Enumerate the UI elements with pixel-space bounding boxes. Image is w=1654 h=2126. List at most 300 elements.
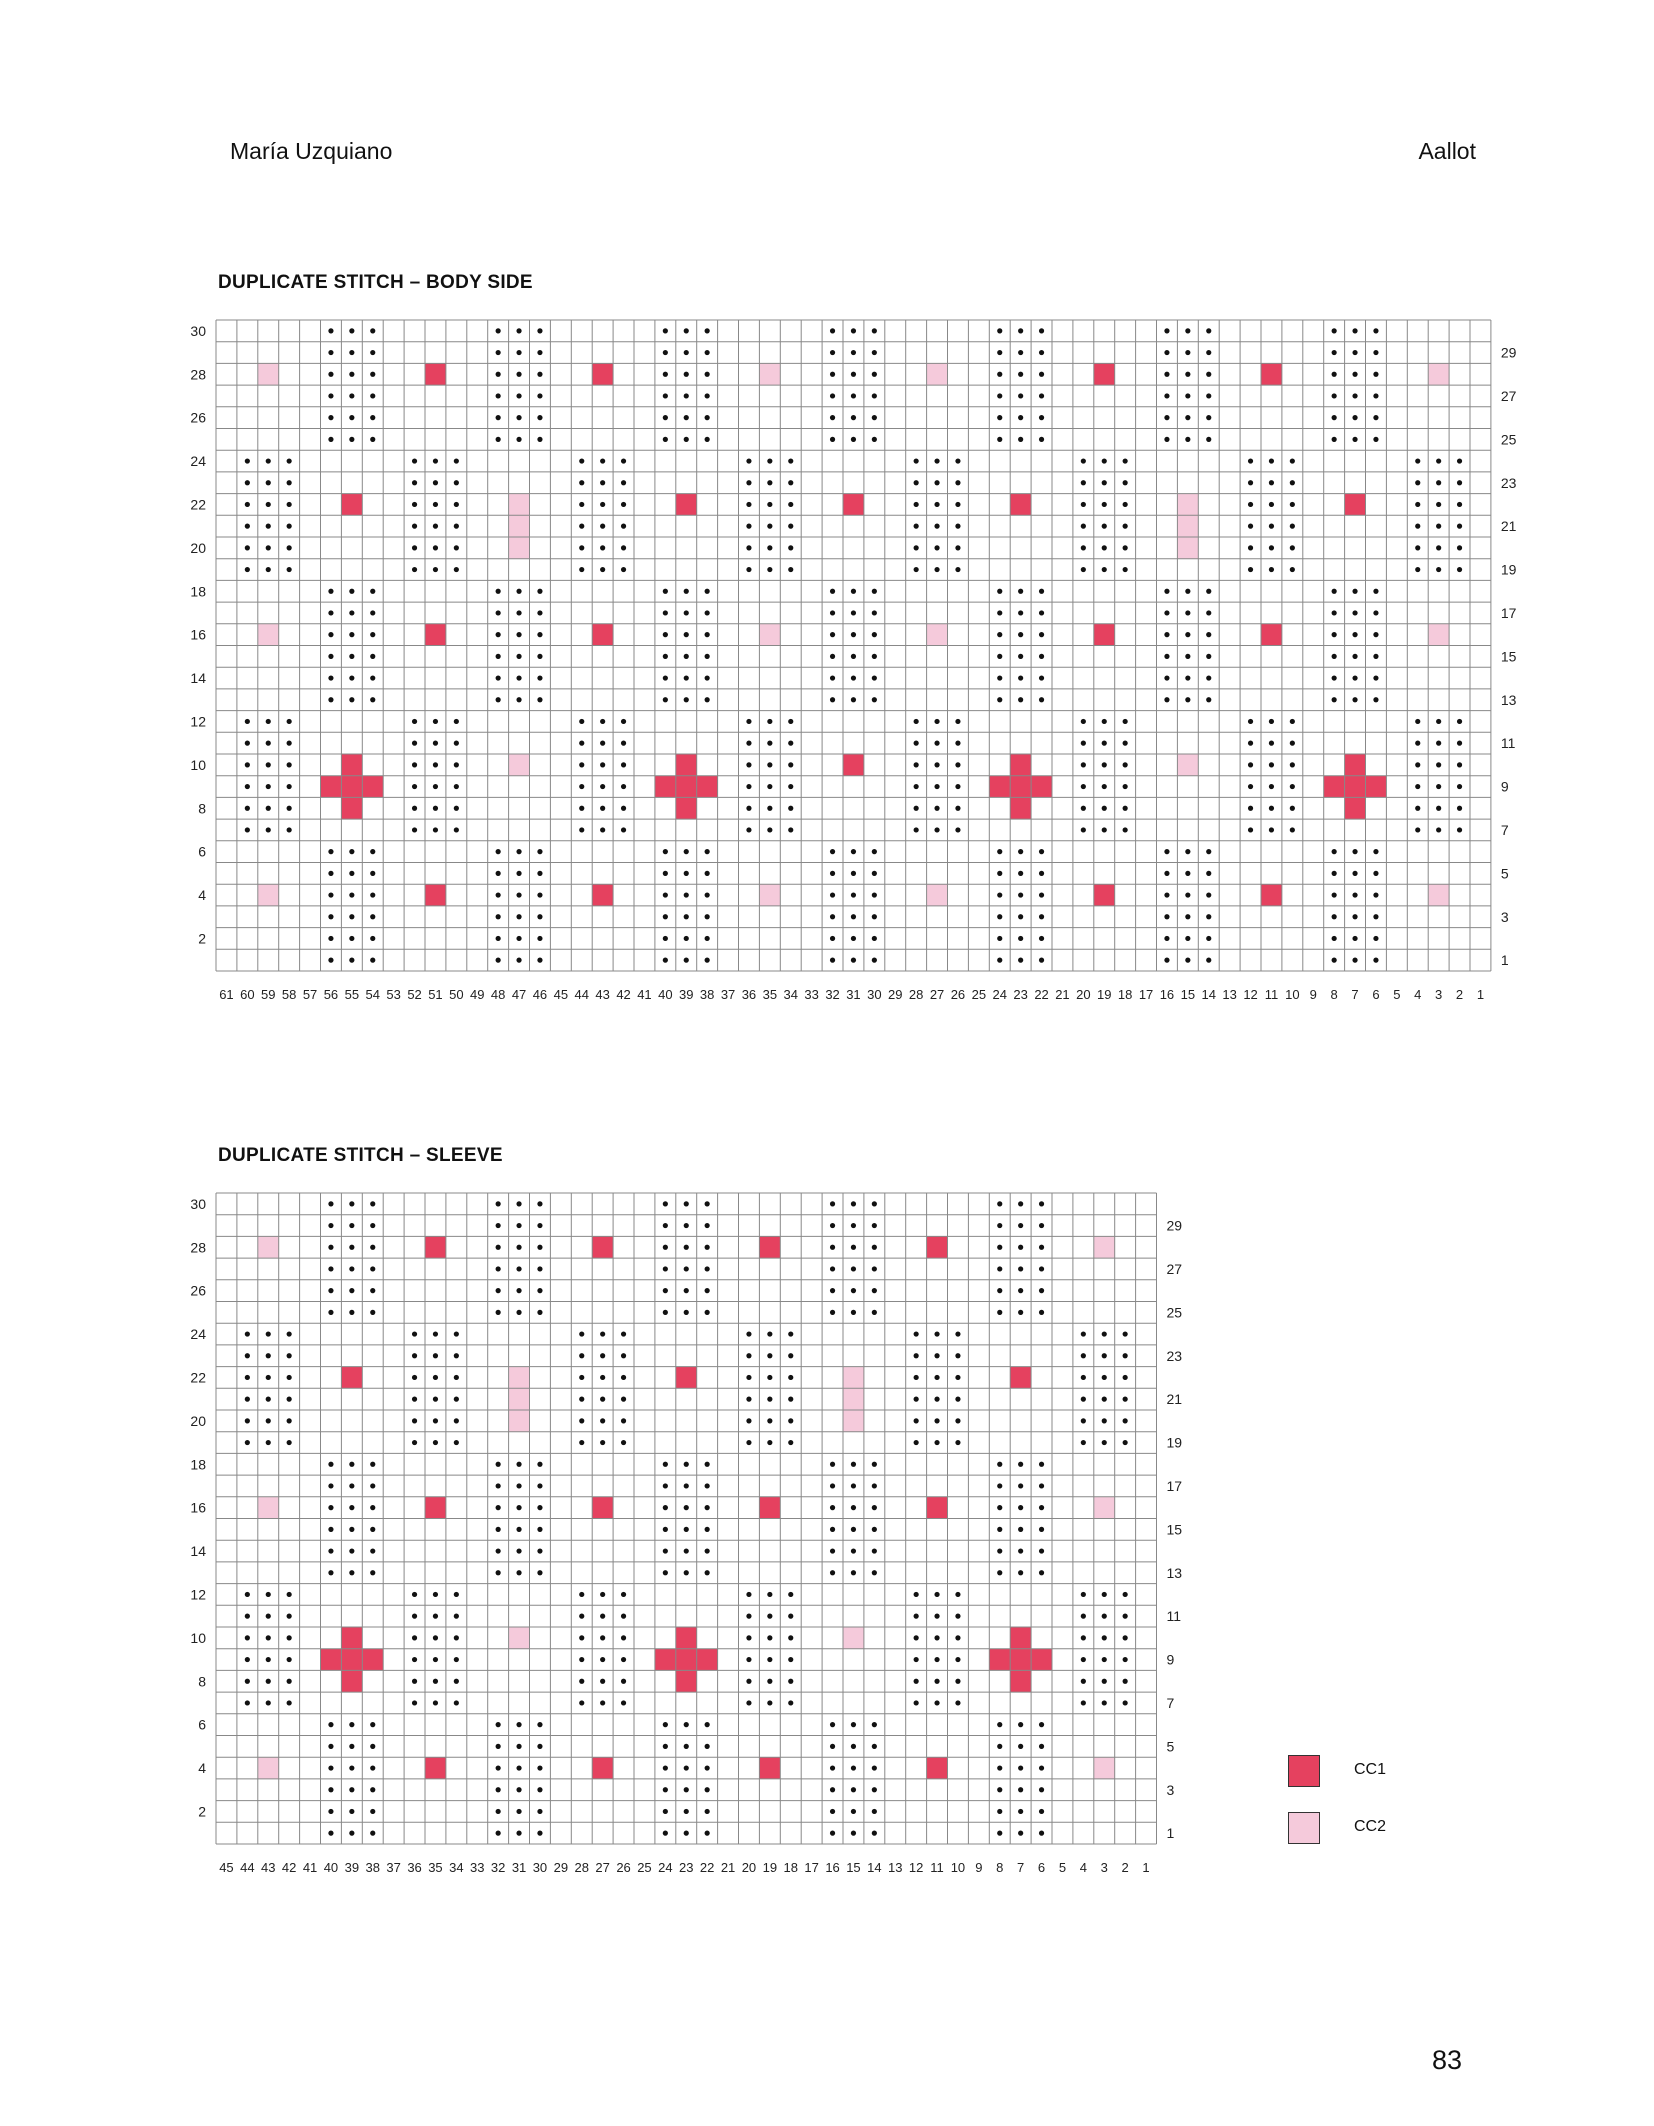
body-purl-dot	[851, 914, 856, 919]
sleeve-purl-dot	[914, 1700, 919, 1705]
sleeve-purl-dot	[1018, 1462, 1023, 1467]
sleeve-purl-dot	[600, 1440, 605, 1445]
cc1-swatch	[1288, 1755, 1320, 1787]
body-purl-dot	[788, 762, 793, 767]
body-cc1-cell	[1345, 797, 1366, 819]
body-purl-dot	[1164, 892, 1169, 897]
body-purl-dot	[454, 762, 459, 767]
body-row-label: 17	[1500, 604, 1517, 621]
sleeve-purl-dot	[830, 1809, 835, 1814]
sleeve-purl-dot	[1081, 1679, 1086, 1684]
sleeve-purl-dot	[287, 1635, 292, 1640]
body-purl-dot	[1018, 415, 1023, 420]
body-purl-dot	[746, 545, 751, 550]
sleeve-purl-dot	[997, 1245, 1002, 1250]
body-purl-dot	[370, 849, 375, 854]
body-purl-dot	[600, 502, 605, 507]
body-purl-dot	[349, 372, 354, 377]
body-purl-dot	[1332, 393, 1337, 398]
body-purl-dot	[1248, 545, 1253, 550]
sleeve-purl-dot	[830, 1548, 835, 1553]
body-purl-dot	[830, 914, 835, 919]
body-purl-dot	[1352, 372, 1357, 377]
sleeve-row-label: 9	[1166, 1651, 1175, 1668]
sleeve-purl-dot	[516, 1809, 521, 1814]
sleeve-purl-dot	[579, 1353, 584, 1358]
body-purl-dot	[1164, 871, 1169, 876]
body-purl-dot	[934, 741, 939, 746]
body-purl-dot	[349, 632, 354, 637]
body-purl-dot	[705, 958, 710, 963]
body-purl-dot	[1206, 328, 1211, 333]
body-column-label: 44	[574, 987, 589, 1002]
body-purl-dot	[663, 589, 668, 594]
body-purl-dot	[1415, 784, 1420, 789]
cc1-label: CC1	[1354, 1761, 1387, 1778]
sleeve-purl-dot	[872, 1570, 877, 1575]
sleeve-purl-dot	[1039, 1744, 1044, 1749]
body-purl-dot	[1373, 892, 1378, 897]
sleeve-purl-dot	[1039, 1831, 1044, 1836]
body-purl-dot	[1332, 350, 1337, 355]
body-purl-dot	[934, 458, 939, 463]
sleeve-purl-dot	[872, 1201, 877, 1206]
sleeve-purl-dot	[287, 1440, 292, 1445]
sleeve-purl-dot	[746, 1657, 751, 1662]
body-purl-dot	[328, 654, 333, 659]
sleeve-purl-dot	[349, 1223, 354, 1228]
body-purl-dot	[997, 610, 1002, 615]
body-purl-dot	[1352, 697, 1357, 702]
body-purl-dot	[997, 892, 1002, 897]
body-purl-dot	[663, 849, 668, 854]
sleeve-column-label: 42	[281, 1860, 297, 1875]
body-purl-dot	[663, 654, 668, 659]
body-purl-dot	[433, 480, 438, 485]
body-purl-dot	[767, 719, 772, 724]
body-cc2-cell	[927, 884, 948, 906]
body-purl-dot	[454, 480, 459, 485]
sleeve-cc1-cell	[341, 1670, 362, 1692]
body-purl-dot	[454, 719, 459, 724]
sleeve-row-label: 6	[198, 1716, 206, 1733]
body-purl-dot	[1352, 437, 1357, 442]
body-purl-dot	[1269, 784, 1274, 789]
sleeve-purl-dot	[788, 1331, 793, 1336]
body-purl-dot	[1185, 350, 1190, 355]
sleeve-purl-dot	[433, 1418, 438, 1423]
body-column-label: 38	[699, 987, 715, 1002]
sleeve-purl-dot	[516, 1505, 521, 1510]
sleeve-purl-dot	[1018, 1223, 1023, 1228]
body-purl-dot	[1269, 741, 1274, 746]
sleeve-purl-dot	[370, 1744, 375, 1749]
body-purl-dot	[705, 936, 710, 941]
body-cc2-cell	[509, 754, 530, 776]
body-purl-dot	[537, 958, 542, 963]
body-purl-dot	[997, 372, 1002, 377]
body-purl-dot	[1164, 632, 1169, 637]
body-purl-dot	[287, 458, 292, 463]
body-purl-dot	[851, 871, 856, 876]
body-purl-dot	[537, 914, 542, 919]
sleeve-purl-dot	[663, 1245, 668, 1250]
body-cc1-cell	[676, 797, 697, 819]
sleeve-purl-dot	[767, 1353, 772, 1358]
sleeve-purl-dot	[1123, 1592, 1128, 1597]
body-cc1-cell	[989, 776, 1010, 798]
sleeve-purl-dot	[934, 1440, 939, 1445]
body-column-label: 10	[1285, 987, 1300, 1002]
body-purl-dot	[684, 936, 689, 941]
sleeve-purl-dot	[1102, 1375, 1107, 1380]
body-purl-dot	[997, 632, 1002, 637]
body-purl-dot	[328, 958, 333, 963]
body-purl-dot	[851, 936, 856, 941]
body-row-label: 9	[1500, 778, 1509, 795]
body-purl-dot	[1332, 675, 1337, 680]
sleeve-purl-dot	[600, 1331, 605, 1336]
body-purl-dot	[1332, 654, 1337, 659]
body-purl-dot	[1248, 458, 1253, 463]
body-purl-dot	[1373, 415, 1378, 420]
sleeve-purl-dot	[830, 1310, 835, 1315]
body-purl-dot	[328, 610, 333, 615]
body-purl-dot	[579, 741, 584, 746]
body-purl-dot	[914, 719, 919, 724]
body-purl-dot	[1290, 458, 1295, 463]
body-purl-dot	[663, 437, 668, 442]
body-purl-dot	[663, 697, 668, 702]
body-purl-dot	[621, 806, 626, 811]
sleeve-purl-dot	[370, 1570, 375, 1575]
sleeve-purl-dot	[537, 1570, 542, 1575]
body-purl-dot	[412, 762, 417, 767]
sleeve-purl-dot	[516, 1765, 521, 1770]
body-purl-dot	[1352, 892, 1357, 897]
sleeve-purl-dot	[705, 1266, 710, 1271]
sleeve-cc2-cell	[843, 1388, 864, 1410]
sleeve-purl-dot	[621, 1375, 626, 1380]
sleeve-purl-dot	[349, 1505, 354, 1510]
sleeve-purl-dot	[245, 1440, 250, 1445]
sleeve-column-label: 29	[553, 1860, 569, 1875]
sleeve-purl-dot	[412, 1440, 417, 1445]
body-cc1-cell	[697, 776, 718, 798]
body-row-label: 6	[198, 843, 206, 860]
sleeve-purl-dot	[328, 1266, 333, 1271]
body-purl-dot	[370, 675, 375, 680]
body-purl-dot	[496, 654, 501, 659]
sleeve-purl-dot	[245, 1700, 250, 1705]
sleeve-row-label: 17	[1166, 1477, 1183, 1494]
sleeve-cc1-cell	[1010, 1649, 1031, 1671]
sleeve-column-label: 44	[240, 1860, 255, 1875]
body-purl-dot	[433, 806, 438, 811]
body-column-label: 41	[637, 987, 652, 1002]
body-purl-dot	[997, 589, 1002, 594]
body-purl-dot	[1164, 415, 1169, 420]
body-purl-dot	[746, 784, 751, 789]
body-purl-dot	[328, 372, 333, 377]
body-purl-dot	[516, 892, 521, 897]
body-purl-dot	[705, 892, 710, 897]
body-purl-dot	[997, 697, 1002, 702]
sleeve-purl-dot	[705, 1765, 710, 1770]
sleeve-purl-dot	[454, 1375, 459, 1380]
sleeve-purl-dot	[997, 1744, 1002, 1749]
sleeve-cc2-cell	[509, 1410, 530, 1432]
body-column-label: 15	[1180, 987, 1196, 1002]
sleeve-purl-dot	[370, 1809, 375, 1814]
sleeve-purl-dot	[579, 1440, 584, 1445]
body-purl-dot	[705, 350, 710, 355]
sleeve-purl-dot	[1102, 1657, 1107, 1662]
sleeve-purl-dot	[705, 1570, 710, 1575]
sleeve-purl-dot	[328, 1744, 333, 1749]
body-purl-dot	[1332, 415, 1337, 420]
body-purl-dot	[370, 871, 375, 876]
body-purl-dot	[328, 415, 333, 420]
body-purl-dot	[537, 892, 542, 897]
sleeve-purl-dot	[851, 1744, 856, 1749]
body-purl-dot	[454, 827, 459, 832]
sleeve-purl-dot	[997, 1831, 1002, 1836]
body-purl-dot	[1332, 589, 1337, 594]
sleeve-purl-dot	[349, 1831, 354, 1836]
sleeve-purl-dot	[872, 1831, 877, 1836]
body-purl-dot	[1248, 762, 1253, 767]
sleeve-purl-dot	[684, 1809, 689, 1814]
sleeve-purl-dot	[1102, 1440, 1107, 1445]
body-purl-dot	[1018, 654, 1023, 659]
body-purl-dot	[914, 827, 919, 832]
sleeve-purl-dot	[914, 1375, 919, 1380]
body-cc2-cell	[927, 363, 948, 385]
sleeve-purl-dot	[433, 1397, 438, 1402]
sleeve-purl-dot	[934, 1375, 939, 1380]
body-purl-dot	[1248, 806, 1253, 811]
body-column-label: 4	[1414, 987, 1422, 1002]
sleeve-purl-dot	[1018, 1831, 1023, 1836]
body-purl-dot	[1290, 784, 1295, 789]
sleeve-purl-dot	[600, 1657, 605, 1662]
body-purl-dot	[516, 350, 521, 355]
sleeve-purl-dot	[914, 1657, 919, 1662]
sleeve-purl-dot	[245, 1657, 250, 1662]
body-purl-dot	[370, 697, 375, 702]
sleeve-purl-dot	[266, 1375, 271, 1380]
sleeve-purl-dot	[1018, 1722, 1023, 1727]
body-purl-dot	[1039, 697, 1044, 702]
body-purl-dot	[705, 415, 710, 420]
body-purl-dot	[1332, 437, 1337, 442]
body-purl-dot	[746, 567, 751, 572]
body-purl-dot	[245, 480, 250, 485]
sleeve-purl-dot	[746, 1331, 751, 1336]
body-purl-dot	[705, 589, 710, 594]
body-column-label: 32	[825, 987, 840, 1002]
body-cc2-cell	[509, 494, 530, 516]
sleeve-row-label: 15	[1166, 1521, 1183, 1538]
body-purl-dot	[370, 437, 375, 442]
body-column-label: 30	[867, 987, 882, 1002]
sleeve-purl-dot	[934, 1353, 939, 1358]
sleeve-column-label: 28	[574, 1860, 589, 1875]
sleeve-column-label: 37	[386, 1860, 401, 1875]
sleeve-purl-dot	[684, 1765, 689, 1770]
body-purl-dot	[830, 849, 835, 854]
body-purl-dot	[1457, 762, 1462, 767]
body-purl-dot	[705, 632, 710, 637]
sleeve-row-label: 19	[1166, 1434, 1183, 1451]
body-purl-dot	[349, 914, 354, 919]
body-purl-dot	[830, 654, 835, 659]
body-purl-dot	[1290, 741, 1295, 746]
sleeve-purl-dot	[1039, 1462, 1044, 1467]
body-purl-dot	[433, 502, 438, 507]
sleeve-cc1-cell	[425, 1757, 446, 1779]
sleeve-purl-dot	[872, 1223, 877, 1228]
body-purl-dot	[705, 437, 710, 442]
body-purl-dot	[245, 784, 250, 789]
sleeve-purl-dot	[955, 1700, 960, 1705]
body-purl-dot	[1206, 871, 1211, 876]
sleeve-purl-dot	[496, 1462, 501, 1467]
body-purl-dot	[579, 784, 584, 789]
sleeve-purl-dot	[433, 1331, 438, 1336]
sleeve-column-label: 41	[302, 1860, 318, 1875]
body-purl-dot	[872, 849, 877, 854]
sleeve-purl-dot	[516, 1223, 521, 1228]
body-purl-dot	[621, 502, 626, 507]
sleeve-purl-dot	[997, 1223, 1002, 1228]
body-row-label: 20	[190, 539, 206, 556]
body-purl-dot	[746, 719, 751, 724]
body-purl-dot	[287, 545, 292, 550]
sleeve-purl-dot	[328, 1483, 333, 1488]
sleeve-purl-dot	[851, 1310, 856, 1315]
body-purl-dot	[1081, 480, 1086, 485]
body-purl-dot	[1373, 610, 1378, 615]
body-purl-dot	[1269, 458, 1274, 463]
sleeve-purl-dot	[266, 1418, 271, 1423]
sleeve-purl-dot	[830, 1223, 835, 1228]
body-purl-dot	[496, 610, 501, 615]
body-purl-dot	[663, 675, 668, 680]
sleeve-purl-dot	[955, 1592, 960, 1597]
body-purl-dot	[705, 849, 710, 854]
body-row-label: 30	[190, 322, 206, 339]
sleeve-purl-dot	[516, 1266, 521, 1271]
sleeve-purl-dot	[454, 1331, 459, 1336]
body-purl-dot	[767, 545, 772, 550]
body-purl-dot	[516, 610, 521, 615]
body-purl-dot	[1352, 393, 1357, 398]
sleeve-purl-dot	[872, 1744, 877, 1749]
body-purl-dot	[851, 610, 856, 615]
body-purl-dot	[830, 871, 835, 876]
body-purl-dot	[579, 719, 584, 724]
body-purl-dot	[684, 654, 689, 659]
body-purl-dot	[955, 502, 960, 507]
sleeve-purl-dot	[349, 1266, 354, 1271]
sleeve-purl-dot	[433, 1592, 438, 1597]
sleeve-purl-dot	[1102, 1353, 1107, 1358]
sleeve-purl-dot	[684, 1266, 689, 1271]
sleeve-column-label: 40	[323, 1860, 339, 1875]
body-cc1-cell	[425, 624, 446, 646]
body-purl-dot	[1332, 697, 1337, 702]
sleeve-purl-dot	[328, 1570, 333, 1575]
sleeve-purl-dot	[328, 1505, 333, 1510]
body-purl-dot	[537, 372, 542, 377]
sleeve-purl-dot	[851, 1831, 856, 1836]
cc2-label: CC2	[1354, 1818, 1387, 1835]
body-purl-dot	[705, 372, 710, 377]
sleeve-cc1-cell	[341, 1649, 362, 1671]
body-cc2-cell	[1428, 624, 1449, 646]
sleeve-purl-dot	[370, 1527, 375, 1532]
sleeve-purl-dot	[412, 1592, 417, 1597]
sleeve-purl-dot	[412, 1657, 417, 1662]
body-column-label: 52	[407, 987, 422, 1002]
sleeve-purl-dot	[1039, 1787, 1044, 1792]
sleeve-purl-dot	[370, 1548, 375, 1553]
sleeve-purl-dot	[1039, 1288, 1044, 1293]
body-column-label: 22	[1034, 987, 1049, 1002]
sleeve-purl-dot	[934, 1679, 939, 1684]
body-purl-dot	[872, 675, 877, 680]
sleeve-purl-dot	[579, 1614, 584, 1619]
sleeve-purl-dot	[767, 1375, 772, 1380]
sleeve-purl-dot	[1039, 1548, 1044, 1553]
sleeve-purl-dot	[245, 1614, 250, 1619]
body-purl-dot	[370, 328, 375, 333]
sleeve-column-label: 6	[1037, 1860, 1046, 1875]
sleeve-purl-dot	[851, 1548, 856, 1553]
sleeve-purl-dot	[621, 1614, 626, 1619]
body-cc1-cell	[321, 776, 342, 798]
body-purl-dot	[1164, 958, 1169, 963]
body-column-label: 2	[1455, 987, 1464, 1002]
sleeve-purl-dot	[914, 1353, 919, 1358]
body-purl-dot	[1415, 458, 1420, 463]
body-purl-dot	[454, 741, 459, 746]
body-purl-dot	[872, 936, 877, 941]
body-purl-dot	[1352, 849, 1357, 854]
body-purl-dot	[788, 545, 793, 550]
sleeve-purl-dot	[1081, 1592, 1086, 1597]
sleeve-purl-dot	[746, 1700, 751, 1705]
sleeve-purl-dot	[433, 1375, 438, 1380]
sleeve-purl-dot	[349, 1722, 354, 1727]
sleeve-purl-dot	[412, 1397, 417, 1402]
body-purl-dot	[851, 697, 856, 702]
body-cc1-cell	[1324, 776, 1345, 798]
body-cc1-cell	[1010, 754, 1031, 776]
sleeve-purl-dot	[1123, 1397, 1128, 1402]
body-purl-dot	[496, 849, 501, 854]
body-purl-dot	[496, 589, 501, 594]
sleeve-purl-dot	[872, 1288, 877, 1293]
body-column-label: 47	[511, 987, 527, 1002]
body-purl-dot	[1039, 393, 1044, 398]
sleeve-column-label: 22	[699, 1860, 715, 1875]
body-purl-dot	[788, 458, 793, 463]
sleeve-purl-dot	[579, 1592, 584, 1597]
sleeve-purl-dot	[537, 1266, 542, 1271]
